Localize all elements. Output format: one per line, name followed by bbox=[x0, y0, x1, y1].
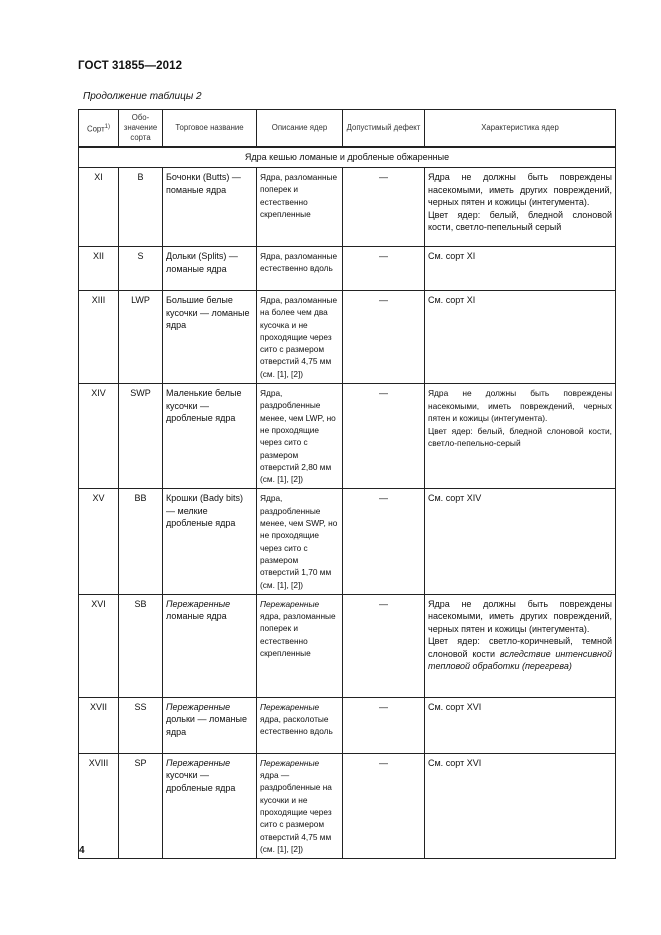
cell-description: Ядра, разломанные поперек и естественно скрепленные bbox=[257, 168, 343, 247]
description-text: ядра, разломанные поперек и естественно скрепленные bbox=[260, 611, 336, 659]
cell-characteristic bbox=[425, 384, 616, 489]
table-row bbox=[79, 753, 616, 858]
characteristic-reason: вследствие интенсивной тепловой обработки (перегрева) bbox=[428, 648, 612, 672]
standard-title: ГОСТ 31855—2012 bbox=[78, 60, 183, 72]
table-row bbox=[79, 247, 616, 291]
page-number: 4 bbox=[79, 845, 85, 856]
cell-code: SP bbox=[119, 753, 163, 858]
cell-characteristic bbox=[425, 168, 616, 247]
cell-defect: — bbox=[343, 291, 425, 384]
header-code: Обо-значение сорта bbox=[119, 110, 163, 148]
section-title: Ядра кешью ломаные и дробленые обжаренные bbox=[79, 147, 616, 168]
cell-defect: — bbox=[343, 753, 425, 858]
cell-grade: XI bbox=[79, 168, 119, 247]
cell-code: BB bbox=[119, 489, 163, 594]
trade-name-text: кусочки — дробленые ядра bbox=[166, 770, 236, 793]
cell-grade: XIII bbox=[79, 291, 119, 384]
cell-description bbox=[257, 697, 343, 753]
overroasted-label: Пережаренные bbox=[166, 598, 231, 609]
cell-characteristic bbox=[425, 594, 616, 697]
cell-defect: — bbox=[343, 697, 425, 753]
table-row bbox=[79, 594, 616, 697]
cell-grade: XVII bbox=[79, 697, 119, 753]
cell-trade-name: Дольки (Splits) — ломаные ядра bbox=[163, 247, 257, 291]
cell-trade-name: Бочонки (Butts) — поманые ядра bbox=[163, 168, 257, 247]
section-row bbox=[79, 147, 616, 168]
characteristic-text: Ядра не должны быть повреждены насекомыми, иметь повреждений, черных пятен и кожицы (интегумента). bbox=[428, 388, 612, 424]
cashew-grades-table bbox=[78, 109, 616, 859]
cell-grade: XV bbox=[79, 489, 119, 594]
cell-defect: — bbox=[343, 594, 425, 697]
trade-name-text: дольки — ломаные ядра bbox=[166, 714, 247, 737]
cell-defect: — bbox=[343, 247, 425, 291]
description-text: ядра, расколотые естественно вдоль bbox=[260, 714, 333, 737]
characteristic-text: Ядра не должны быть повреждены насекомыми, иметь других повреждений, черных пятен и кожицы (интегумента). bbox=[428, 172, 612, 207]
table-row bbox=[79, 168, 616, 247]
table-row bbox=[79, 697, 616, 753]
cell-code: SS bbox=[119, 697, 163, 753]
cell-grade: XIV bbox=[79, 384, 119, 489]
cell-trade-name: Большие белые кусочки — ломаные ядра bbox=[163, 291, 257, 384]
overroasted-label: Пережаренные bbox=[166, 701, 231, 712]
table-row bbox=[79, 489, 616, 594]
header-trade-name: Торговое название bbox=[163, 110, 257, 148]
cell-characteristic: См. сорт XIV bbox=[425, 489, 616, 594]
cell-code: LWP bbox=[119, 291, 163, 384]
characteristic-color: Цвет ядер: светло-коричневый, темной слоновой кости вследствие интенсивной тепловой обработки (перегрева) bbox=[428, 636, 612, 672]
cell-grade: XII bbox=[79, 247, 119, 291]
header-description: Описание ядер bbox=[257, 110, 343, 148]
cell-code: S bbox=[119, 247, 163, 291]
table-header-row bbox=[79, 110, 616, 148]
cell-characteristic: См. сорт XI bbox=[425, 247, 616, 291]
cell-grade: XVI bbox=[79, 594, 119, 697]
cell-trade-name bbox=[163, 753, 257, 858]
cell-description: Ядра, разломанные на более чем два кусочка и не проходящие через сито с размером отверстий 4,75 мм (см. [1], [2]) bbox=[257, 291, 343, 384]
overroasted-label: Пережаренные bbox=[260, 757, 320, 768]
cell-trade-name: Крошки (Bady bits) — мелкие дробленые ядра bbox=[163, 489, 257, 594]
characteristic-color: Цвет ядер: белый, бледной слоновой кости, светло-пепельный серый bbox=[428, 209, 612, 232]
cell-code: SB bbox=[119, 594, 163, 697]
table-row bbox=[79, 291, 616, 384]
cell-defect: — bbox=[343, 384, 425, 489]
cell-defect: — bbox=[343, 168, 425, 247]
cell-description: Ядра, разломанные естественно вдоль bbox=[257, 247, 343, 291]
cell-characteristic: См. сорт XVI bbox=[425, 697, 616, 753]
header-characteristic: Характеристика ядер bbox=[425, 110, 616, 148]
overroasted-label: Пережаренные bbox=[166, 757, 231, 768]
cell-defect: — bbox=[343, 489, 425, 594]
cell-trade-name bbox=[163, 594, 257, 697]
characteristic-color: Цвет ядер: белый, бледной слоновой кости, светло-пепельно-серый bbox=[428, 425, 612, 449]
cell-characteristic: См. сорт XVI bbox=[425, 753, 616, 858]
cell-description bbox=[257, 594, 343, 697]
overroasted-label: Пережаренные bbox=[260, 701, 320, 712]
cell-trade-name bbox=[163, 697, 257, 753]
table-row bbox=[79, 384, 616, 489]
header-grade: Сорт$^{1)}$ bbox=[79, 110, 119, 148]
cell-description bbox=[257, 753, 343, 858]
header-defect: Допустимый дефект bbox=[343, 110, 425, 148]
cell-description: Ядра, раздробленные менее, чем LWP, но не проходящие через сито с размером отверстий 2,80 мм (см. [1], [2]) bbox=[257, 384, 343, 489]
characteristic-text: Ядра не должны быть повреждены насекомыми, иметь других повреждений, черных пятен и кожицы (интегумента). bbox=[428, 598, 612, 634]
table-caption: Продолжение таблицы 2 bbox=[83, 91, 202, 102]
cell-code: SWP bbox=[119, 384, 163, 489]
cell-trade-name: Маленькие белые кусочки — дробленые ядра bbox=[163, 384, 257, 489]
cell-grade: XVIII bbox=[79, 753, 119, 858]
trade-name-text: ломаные ядра bbox=[166, 611, 227, 622]
cell-characteristic: См. сорт XI bbox=[425, 291, 616, 384]
cell-code: B bbox=[119, 168, 163, 247]
cell-description: Ядра, раздробленные менее, чем SWP, но не проходящие через сито с размером отверстий 1,70 мм (см. [1], [2]) bbox=[257, 489, 343, 594]
description-text: ядра — раздробленные на кусочки и не проходящие через сито с размером отверстий 4,75 мм (см. [1], [2]) bbox=[260, 770, 332, 854]
overroasted-label: Пережаренные bbox=[260, 598, 320, 609]
